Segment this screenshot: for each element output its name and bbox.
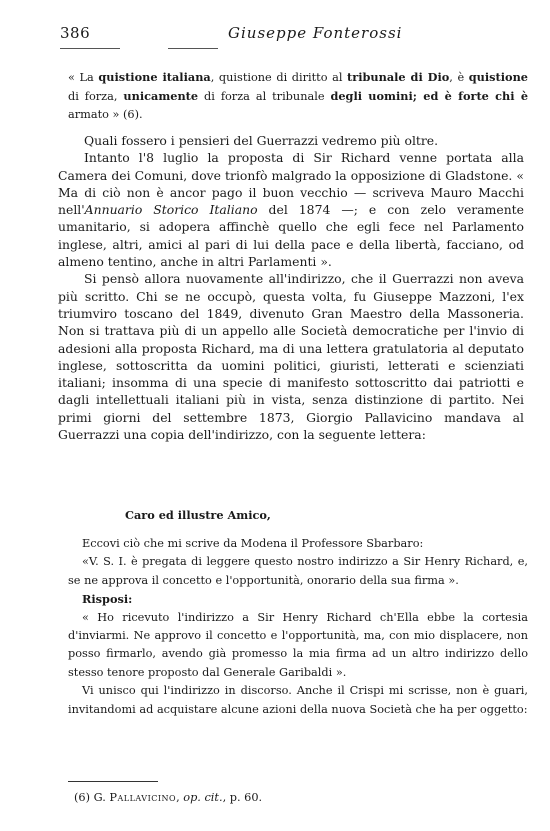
letter-salutation: Caro ed illustre Amico, bbox=[125, 508, 271, 522]
paragraph: Si pensò allora nuovamente all'indirizzo, che il Guerrazzi non aveva più scritto. Chi se ne occupò, questa volta, fu Giuseppe Mazzoni, l'ex triumviro toscano del 1849, divenuto Gran Maestro della Massoneria. Non si trattava più di un appello alle Società democratiche per l'invio di adesioni alla proposta Richard, ma di una lettera gratulatoria al deputato inglese, sottoscritta da uomini politici, giuristi, letterati e scienziati italiani; insomma di una specie di manifesto sottoscritto dai patriotti e dagli intellettuali italiani più in vista, senza distinzione di partito. Nei primi giorni del settembre 1873, Giorgio Pallavicino mandava al Guerrazzi una copia dell'indirizzo, con la seguente lettera: bbox=[58, 271, 524, 443]
letter-paragraph: Eccovi ciò che mi scrive da Modena il Professore Sbarbaro: bbox=[82, 537, 424, 550]
header-rule bbox=[60, 48, 120, 49]
letter-paragraph: «V. S. I. è pregata di leggere questo nostro indirizzo a Sir Henry Richard, e, se ne approva il concetto e l'opportunità, onorario della sua firma ». bbox=[68, 555, 528, 587]
header-rule bbox=[168, 48, 218, 49]
page-number: 386 bbox=[60, 24, 91, 42]
letter-paragraph: « Ho ricevuto l'indirizzo a Sir Henry Richard ch'Ella ebbe la cortesia d'inviarmi. Ne approvo il concetto e l'opportunità, ma, con mio displacere, non posso firmarlo, avendo già promesso la mia firma ad un altro indirizzo dello stesso tenore proposto dal Generale Garibaldi ». bbox=[68, 610, 528, 679]
running-title: Giuseppe Fonterossi bbox=[228, 24, 403, 42]
block-quote: « La quistione italiana, quistione di diritto al tribunale di Dio, è quistione di forza, unicamente di forza al tribunale degli uomini; ed è forte chi è armato » (6). bbox=[68, 70, 529, 121]
paragraph: Intanto l'8 luglio la proposta di Sir Richard venne portata alla Camera dei Comuni, dove trionfò malgrado la opposizione di Gladstone. « Ma di ciò non è ancor pago il buon vecchio — scriveva Mauro Macchi nell'Annuario Storico Italiano del 1874 —; e con zelo veramente umanitario, si adopera affinchè quello che egli fece nel Parlamento inglese, altri, amici al pari di lui della pace e della libertà, facciano, od almeno tentino, anche in altri Parlamenti ». bbox=[58, 150, 524, 270]
letter-paragraph: Risposi: bbox=[82, 592, 133, 607]
letter-paragraph: Vi unisco qui l'indirizzo in discorso. Anche il Crispi mi scrisse, non è guari, invitandomi ad acquistare alcune azioni della nuova Società che ha per oggetto: bbox=[68, 684, 528, 716]
body-text bbox=[58, 132, 524, 443]
paragraph: Quali fossero i pensieri del Guerrazzi vedremo più oltre. bbox=[84, 133, 439, 148]
footnote-rule bbox=[68, 781, 158, 782]
letter-body bbox=[68, 535, 528, 719]
page-header bbox=[60, 24, 510, 46]
footnote: (6) G. Pallavicino, op. cit., p. 60. bbox=[74, 791, 263, 804]
